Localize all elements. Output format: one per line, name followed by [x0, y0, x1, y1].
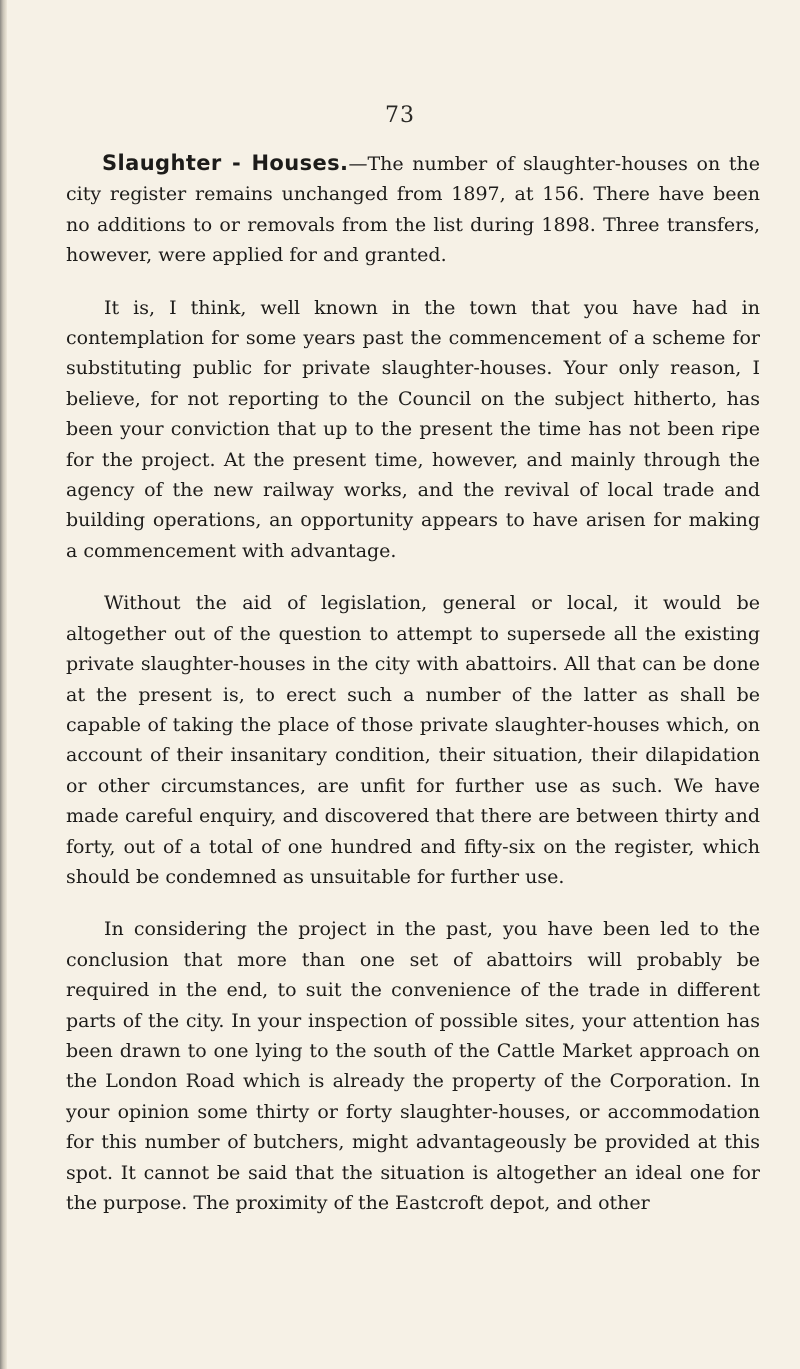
paragraph: In considering the project in the past, you have been led to the conclusion that more than one set of abattoirs will probably be required in the end, to suit the convenience of the trade in different parts of the city. In your inspection of possible sites, your attention has been drawn to one lying to the south of the Cattle Market approach on the London Road which is already the property of the Corporation. In your opinion some thirty or forty slaughter-houses, or accommodation for this number of butchers, might advantageously be provided at this spot. It cannot be said that the situation is altogether an ideal one for the purpose. The proximity of the Eastcroft depot, and other [66, 918, 760, 1214]
paragraph: Without the aid of legislation, general or local, it would be altogether out of the question to attempt to supersede all the existing private slaughter-houses in the city with abattoirs. All that can be done at the present is, to erect such a number of the latter as shall be capable of taking the place of those private slaughter-houses which, on account of their insanitary condition, their situation, their dilapidation or other circumstances, are unfit for further use as such. We have made careful enquiry, and discovered that there are between thirty and forty, out of a total of one hundred and fifty-six on the register, which should be condemned as unsuitable for further use. [66, 592, 760, 888]
page-body [66, 148, 760, 1240]
page-edge-shadow [0, 0, 7, 1369]
section-heading: Slaughter - Houses. [102, 151, 349, 175]
section-heading-text: —The number of slaughter-houses on the city register remains unchanged from 1897, at 156. There have been no additions to or removals from the list during 1898. Three transfers, however, were applied for and granted. [66, 153, 760, 267]
page-number: 73 [385, 103, 415, 128]
section-paragraph [66, 148, 760, 271]
paragraph: It is, I think, well known in the town that you have had in contemplation for some years past the commencement of a scheme for substituting public for private slaughter-houses. Your only reason, I believe, for not reporting to the Council on the subject hitherto, has been your conviction that up to the present the time has not been ripe for the project. At the present time, however, and mainly through the agency of the new railway works, and the revival of local trade and building operations, an opportunity appears to have arisen for making a commencement with advantage. [66, 296, 760, 562]
